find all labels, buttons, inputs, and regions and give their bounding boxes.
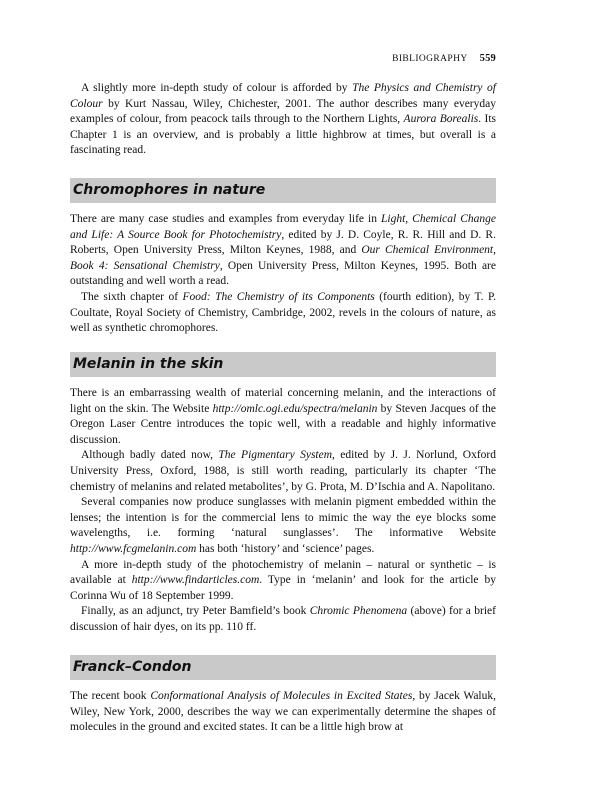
intro-block (70, 81, 496, 159)
chromophores-block (70, 212, 496, 337)
melanin-paragraph-4: A more in-depth study of the photochemistry of melanin – natural or synthetic – is available at http://www.findarticles.com. Type in ‘melanin’ and look for the article by Corinna Wu of 18 September 1999. (70, 558, 496, 602)
chromophores-paragraph-2: The sixth chapter of Food: The Chemistry of its Components (fourth edition), by T. P. Coultate, Royal Society of Chemistry, Cambridge, 2002, revels in the colours of nature, as well as synthetic chromophores. (70, 290, 496, 335)
melanin-paragraph-2: Although badly dated now, The Pigmentary System, edited by J. J. Norlund, Oxford University Press, Oxford, 1988, is still worth reading, particularly its chapter ‘The chemistry of melanins and related metabolites’, by G. Prota, M. D’Ischia and A. Napolitano. (70, 449, 496, 493)
melanin-paragraph-3: Several companies now produce sunglasses with melanin pigment embedded within the lenses; the intention is for the commercial lens to mimic the way the eye blocks some wavelengths, i.e. forming ‘natural sunglasses’. The informative Website http://www.fcgmelanin.com has both ‘history’ and ‘science’ pages. (70, 496, 496, 555)
page-number: 559 (479, 53, 496, 64)
franck-condon-block (70, 689, 496, 736)
franck-condon-paragraph-1: The recent book Conformational Analysis of Molecules in Excited States, by Jacek Waluk, Wiley, New York, 2000, describes the way we can experimentally determine the shapes of molecules in the ground and excited states. It can be a little high brow at (70, 690, 496, 734)
running-head (392, 53, 496, 64)
melanin-paragraph-5: Finally, as an adjunct, try Peter Bamfield’s book Chromic Phenomena (above) for a brief discussion of hair dyes, on its pp. 110 ff. (70, 605, 496, 633)
melanin-paragraph-1: There is an embarrassing wealth of material concerning melanin, and the interactions of light on the skin. The Website http://omlc.ogi.edu/spectra/melanin by Steven Jacques of the Oregon Laser Centre introduces the topic well, with a readable and highly informative discussion. (70, 387, 496, 446)
chromophores-paragraph-1: There are many case studies and examples from everyday life in Light, Chemical Change and Life: A Source Book for Photochemistry, edited by J. D. Coyle, R. R. Hill and D. R. Roberts, Open University Press, Milton Keynes, 1988, and Our Chemical Environment, Book 4: Sensational Chemistry, Open University Press, Milton Keynes, 1995. Both are outstanding and well worth a read. (70, 213, 497, 288)
intro-paragraph: A slightly more in-depth study of colour is afforded by The Physics and Chemistry of Colour by Kurt Nassau, Wiley, Chichester, 2001. The author describes many everyday examples of colour, from peacock tails through to the Northern Lights, Aurora Borealis. Its Chapter 1 is an overview, and is probably a little highbrow at times, but overall is a fascinating read. (70, 82, 497, 157)
melanin-block (70, 386, 496, 636)
running-head-title: BIBLIOGRAPHY (392, 54, 468, 64)
section-heading-franck-condon: Franck–Condon (70, 655, 496, 680)
section-heading-melanin: Melanin in the skin (70, 352, 496, 377)
section-heading-chromophores: Chromophores in nature (70, 178, 496, 203)
